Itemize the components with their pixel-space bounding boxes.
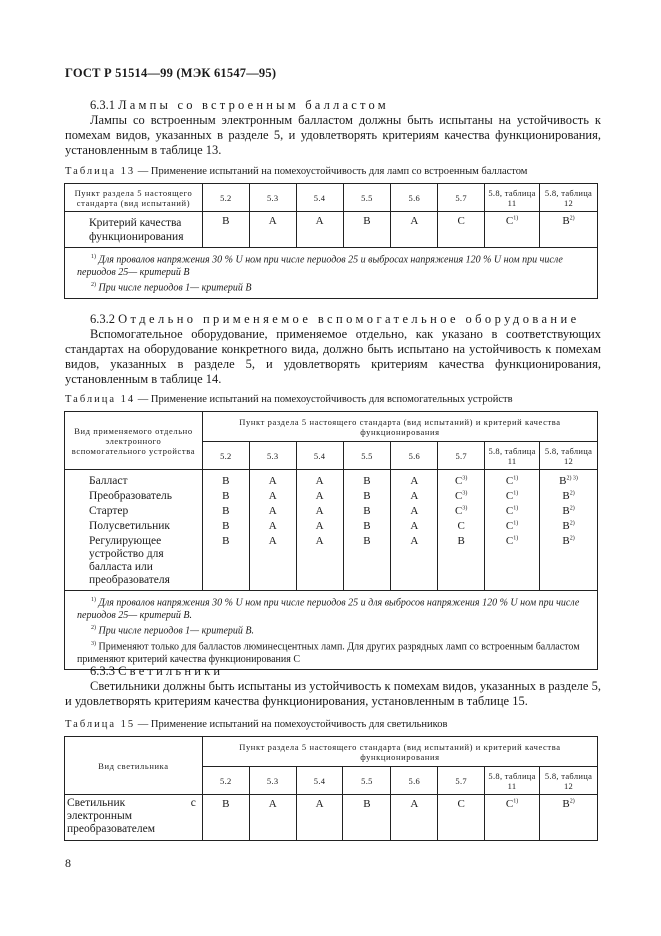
criterion-cell xyxy=(485,489,540,504)
criterion-value: A xyxy=(410,535,419,547)
criterion-value: A xyxy=(268,490,277,502)
criterion-value: A xyxy=(268,215,277,227)
column-header: 5.2 xyxy=(202,767,249,795)
footnote-ref: 1) xyxy=(513,505,519,512)
criterion-value: B xyxy=(222,215,230,227)
table-13-caption xyxy=(65,166,527,177)
criterion-cell xyxy=(202,470,249,490)
column-header: 5.8, таблица 12 xyxy=(539,184,597,212)
criterion-value: B xyxy=(363,798,371,810)
footnote-mark: 3) xyxy=(91,640,96,647)
criterion-cell xyxy=(391,470,438,490)
criterion-value: B xyxy=(457,535,465,547)
criterion-cell xyxy=(438,534,485,591)
criterion-value: A xyxy=(410,505,419,517)
criterion-value: B xyxy=(222,798,230,810)
column-header: 5.2 xyxy=(202,442,249,470)
criterion-value: B xyxy=(363,475,371,487)
criterion-value: B xyxy=(222,475,230,487)
criterion-cell xyxy=(391,212,438,248)
column-header: 5.4 xyxy=(296,442,343,470)
criterion-cell xyxy=(296,795,343,841)
criterion-cell xyxy=(202,795,249,841)
criterion-value: A xyxy=(268,505,277,517)
criterion-value: C xyxy=(505,535,514,547)
section-number: 6.3.3 xyxy=(90,664,115,678)
criterion-value: C xyxy=(505,490,514,502)
footnote-ref: 1) xyxy=(513,475,519,482)
row-label: Балласт xyxy=(65,470,203,490)
column-header: 5.8, таблица 11 xyxy=(485,184,540,212)
table-15-caption xyxy=(65,719,447,730)
section-text: Вспомогательное оборудование, применяемое отдельно, как указано в соответствующих стандартах на оборудование конкретного вида, должно быть испытано на устойчивость к помехам видов, указанных в разделе 5, и удовлетворять критериям качества функционирования, установленным в таблице 14. xyxy=(65,327,601,386)
caption-text: — Применение испытаний на помехоустойчивость для ламп со встроенным балластом xyxy=(137,166,528,177)
column-header: 5.7 xyxy=(438,767,485,795)
column-header: 5.6 xyxy=(391,767,438,795)
row-label: Полусветильник xyxy=(65,519,203,534)
criterion-cell xyxy=(485,795,540,841)
section-number: 6.3.1 xyxy=(90,98,115,112)
table-14 xyxy=(64,411,598,670)
column-header: 5.6 xyxy=(391,184,438,212)
criterion-value: C xyxy=(505,475,514,487)
criterion-cell xyxy=(438,795,485,841)
criterion-cell xyxy=(485,534,540,591)
footnote-ref: 1) xyxy=(513,490,519,497)
criterion-value: A xyxy=(315,475,324,487)
criterion-value: A xyxy=(315,505,324,517)
criterion-cell xyxy=(438,519,485,534)
criterion-cell xyxy=(296,534,343,591)
footnote-ref: 2) xyxy=(569,505,575,512)
footnote-ref: 2) xyxy=(569,215,575,222)
footnote-mark: 2) xyxy=(91,625,96,632)
criterion-value: B xyxy=(363,505,371,517)
criterion-value: C xyxy=(457,798,465,810)
criterion-value: B xyxy=(222,490,230,502)
criterion-cell xyxy=(249,212,296,248)
criterion-value: B xyxy=(363,490,371,502)
rowhead-cell: Вид применяемого отдельно электронного вспомогательного устройства xyxy=(65,412,203,470)
criterion-value: B xyxy=(562,535,570,547)
criterion-value: C xyxy=(505,520,514,532)
criterion-cell xyxy=(343,212,391,248)
criterion-cell xyxy=(296,489,343,504)
footnote-1: Для провалов напряжения 30 % U ном при числе периодов 25 и для выбросов напряжения 120 % U ном при числе периодов 25— критерий В. xyxy=(77,597,580,622)
criterion-value: A xyxy=(410,490,419,502)
section-6-3-1 xyxy=(65,98,601,158)
criterion-value: B xyxy=(562,505,570,517)
footnote-ref: 1) xyxy=(513,215,519,222)
criterion-value: B xyxy=(222,505,230,517)
criterion-cell xyxy=(485,519,540,534)
footnote-ref: 1) xyxy=(513,520,519,527)
colgroup-cell: Пункт раздела 5 настоящего стандарта (вид испытаний) и критерий качества функционирования xyxy=(202,412,597,442)
criterion-cell xyxy=(438,470,485,490)
criterion-value: B xyxy=(562,798,570,810)
footnote-ref: 2) xyxy=(569,535,575,542)
criterion-cell xyxy=(249,504,296,519)
criterion-cell xyxy=(343,519,391,534)
criterion-cell xyxy=(438,504,485,519)
footnote-mark: 1) xyxy=(91,254,96,260)
column-header: 5.8, таблица 12 xyxy=(540,767,598,795)
table-13-footnotes xyxy=(65,248,598,299)
criterion-value: A xyxy=(315,215,324,227)
criterion-value: B xyxy=(562,520,570,532)
section-title: Лампы со встроенным балластом xyxy=(118,98,389,112)
footnote-2: При числе периодов 1— критерий В. xyxy=(98,625,255,637)
column-header: 5.7 xyxy=(438,184,485,212)
criterion-cell xyxy=(540,795,598,841)
column-header: 5.6 xyxy=(391,442,438,470)
header-cell: Пункт раздела 5 настоящего стандарта (вид испытаний) xyxy=(65,184,203,212)
caption-prefix: Таблица 14 xyxy=(65,394,136,405)
column-header: 5.4 xyxy=(296,767,343,795)
footnote-ref: 2) xyxy=(569,798,575,805)
table-row xyxy=(65,534,598,591)
criterion-cell xyxy=(540,489,598,504)
criterion-cell xyxy=(296,504,343,519)
column-header: 5.7 xyxy=(438,442,485,470)
criterion-value: B xyxy=(562,215,570,227)
criterion-value: A xyxy=(268,798,277,810)
footnote-2: При числе периодов 1— критерий В xyxy=(98,282,252,294)
criterion-value: A xyxy=(410,215,419,227)
criterion-cell xyxy=(343,489,391,504)
rowhead-cell: Вид светильника xyxy=(65,737,203,795)
caption-text: — Применение испытаний на помехоустойчивость для светильников xyxy=(137,719,448,730)
criterion-cell xyxy=(249,795,296,841)
criterion-cell xyxy=(202,212,249,248)
criterion-value: A xyxy=(315,535,324,547)
criterion-cell xyxy=(343,470,391,490)
criterion-cell xyxy=(391,795,438,841)
criterion-value: C xyxy=(455,505,463,517)
criterion-value: A xyxy=(268,520,277,532)
footnote-ref: 3) xyxy=(462,490,468,497)
section-title: Отдельно применяемое вспомогательное оборудование xyxy=(118,312,580,326)
footnote-mark: 1) xyxy=(91,597,96,603)
criterion-cell xyxy=(249,489,296,504)
criterion-cell xyxy=(343,795,391,841)
criterion-value: B xyxy=(222,520,230,532)
criterion-cell xyxy=(539,212,597,248)
criterion-cell xyxy=(391,519,438,534)
footnote-ref: 2) 3) xyxy=(566,475,578,482)
criterion-value: B xyxy=(363,520,371,532)
column-header: 5.3 xyxy=(249,442,296,470)
table-row xyxy=(65,489,598,504)
footnote-ref: 2) xyxy=(569,520,575,527)
table-15 xyxy=(64,736,598,841)
criterion-cell xyxy=(296,519,343,534)
criterion-cell xyxy=(202,519,249,534)
criterion-cell xyxy=(438,489,485,504)
criterion-cell xyxy=(202,504,249,519)
column-header: 5.8, таблица 11 xyxy=(485,767,540,795)
table-row xyxy=(65,470,598,490)
criterion-value: A xyxy=(410,520,419,532)
column-header: 5.5 xyxy=(343,442,391,470)
criterion-value: C xyxy=(505,215,514,227)
criterion-value: A xyxy=(268,535,277,547)
criterion-cell xyxy=(485,212,540,248)
section-text: Лампы со встроенным электронным балластом должны быть испытаны на устойчивость к помехам видов, указанных в разделе 5, и удовлетворять критериям качества функционирования, установленным в таблице 13. xyxy=(65,113,601,157)
caption-prefix: Таблица 15 xyxy=(65,719,136,730)
standard-header: ГОСТ Р 51514—99 (МЭК 61547—95) xyxy=(65,66,277,80)
table-13 xyxy=(64,183,598,299)
section-text: Светильники должны быть испытаны из устойчивость к помехам видов, указанных в разделе 5, и удовлетворять критериям качества функционирования, установленным в таблице 15. xyxy=(65,679,601,708)
page-number: 8 xyxy=(65,856,71,870)
criterion-cell xyxy=(485,470,540,490)
row-label: Светильник с электронным преобразователем xyxy=(65,795,203,841)
table-row xyxy=(65,519,598,534)
table-14-footnotes xyxy=(65,591,598,670)
column-header: 5.8, таблица 11 xyxy=(485,442,540,470)
criterion-value: C xyxy=(455,490,463,502)
footnote-ref: 2) xyxy=(569,490,575,497)
criterion-value: A xyxy=(315,520,324,532)
section-number: 6.3.2 xyxy=(90,312,115,326)
criterion-cell xyxy=(249,519,296,534)
column-header: 5.5 xyxy=(343,767,391,795)
footnote-3: Применяют только для балластов люминесцентных ламп. Для других разрядных ламп со встроенным балластом применяют критерий качества функционирования С xyxy=(77,640,580,665)
criterion-value: B xyxy=(363,215,371,227)
column-header: 5.2 xyxy=(202,184,249,212)
criterion-cell xyxy=(540,534,598,591)
criterion-cell xyxy=(296,470,343,490)
section-6-3-3 xyxy=(65,664,601,709)
criterion-cell xyxy=(343,534,391,591)
criterion-cell xyxy=(296,212,343,248)
row-label: Стартер xyxy=(65,504,203,519)
column-header: 5.8, таблица 12 xyxy=(540,442,598,470)
column-header: 5.4 xyxy=(296,184,343,212)
column-header: 5.5 xyxy=(343,184,391,212)
criterion-value: A xyxy=(410,475,419,487)
footnote-ref: 3) xyxy=(462,505,468,512)
criterion-cell xyxy=(540,470,598,490)
criterion-value: C xyxy=(455,475,463,487)
criterion-value: A xyxy=(410,798,419,810)
row-label: Преобразователь xyxy=(65,489,203,504)
footnote-mark: 2) xyxy=(91,282,96,289)
row-label: Критерий качества функционирования xyxy=(65,212,203,248)
table-row xyxy=(65,504,598,519)
criterion-value: C xyxy=(505,798,514,810)
criterion-cell xyxy=(438,212,485,248)
table-14-caption xyxy=(65,394,513,405)
section-6-3-2 xyxy=(65,312,601,387)
criterion-value: C xyxy=(457,520,465,532)
criterion-value: A xyxy=(315,490,324,502)
criterion-value: B xyxy=(559,475,567,487)
criterion-cell xyxy=(540,519,598,534)
criterion-cell xyxy=(249,470,296,490)
criterion-value: C xyxy=(505,505,514,517)
footnote-ref: 1) xyxy=(513,798,519,805)
criterion-cell xyxy=(540,504,598,519)
footnote-ref: 3) xyxy=(462,475,468,482)
criterion-cell xyxy=(485,504,540,519)
footnote-1: Для провалов напряжения 30 % U ном при числе периодов 25 и выбросах напряжения 120 % U ном при числе периодов 25— критерий В xyxy=(77,254,563,279)
criterion-cell xyxy=(391,489,438,504)
criterion-cell xyxy=(391,504,438,519)
criterion-cell xyxy=(202,489,249,504)
criterion-value: A xyxy=(268,475,277,487)
criterion-value: B xyxy=(222,535,230,547)
section-title: Светильники xyxy=(118,664,224,678)
criterion-cell xyxy=(391,534,438,591)
criterion-value: C xyxy=(457,215,465,227)
criterion-value: A xyxy=(315,798,324,810)
footnote-ref: 1) xyxy=(513,535,519,542)
criterion-value: B xyxy=(363,535,371,547)
caption-text: — Применение испытаний на помехоустойчивость для вспомогательных устройств xyxy=(137,394,513,405)
row-label: Регулирующее устройство для балласта или преобразователя xyxy=(65,534,203,591)
column-header: 5.3 xyxy=(249,184,296,212)
column-header: 5.3 xyxy=(249,767,296,795)
criterion-cell xyxy=(249,534,296,591)
colgroup-cell: Пункт раздела 5 настоящего стандарта (вид испытаний) и критерий качества функционирования xyxy=(202,737,597,767)
criterion-value: B xyxy=(562,490,570,502)
caption-prefix: Таблица 13 xyxy=(65,166,136,177)
criterion-cell xyxy=(202,534,249,591)
criterion-cell xyxy=(343,504,391,519)
